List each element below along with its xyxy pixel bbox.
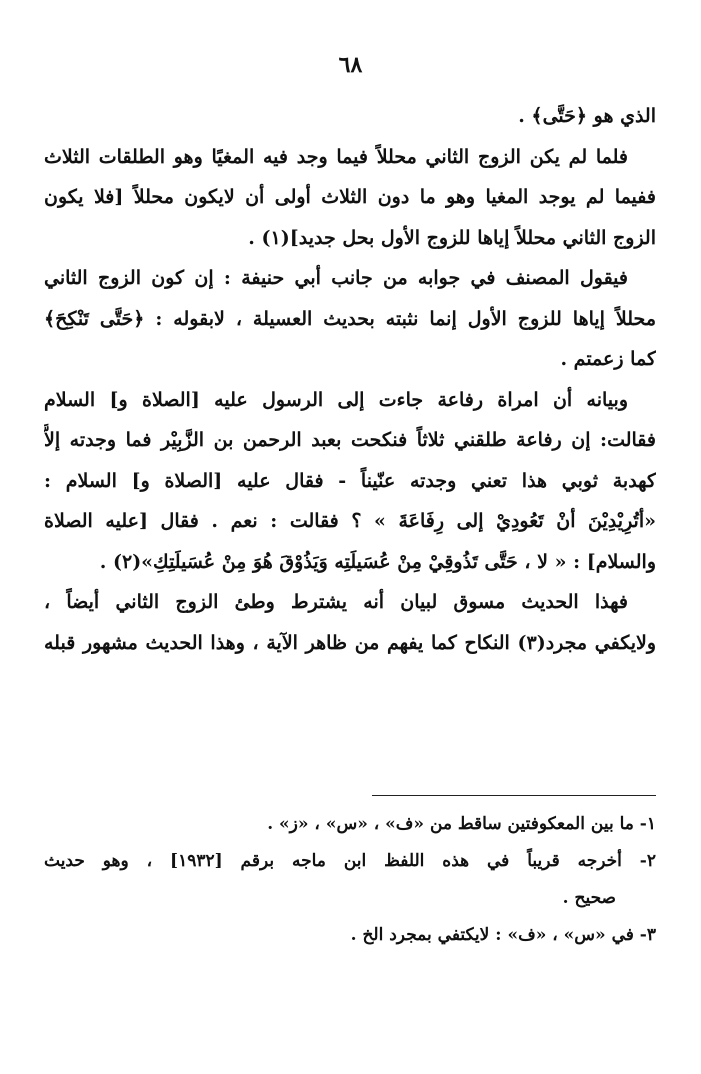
paragraph-3	[44, 258, 656, 380]
text-line: فيقول المصنف في جوابه من جانب أبي حنيفة : إن كون الزوج الثاني	[44, 267, 628, 289]
text-line: كما زعمتم .	[560, 348, 656, 370]
text-line: الذي هو ﴿حَتَّى﴾ .	[518, 105, 656, 127]
footnote-line: ٢- أخرجه قريباً في هذه اللفظ ابن ماجه برقم [١٩٣٢] ، وهو حديث	[44, 851, 656, 871]
text-line: كهدبة ثوبي هذا تعني وجدته عنّيناً - فقال عليه [الصلاة و] السلام :	[44, 469, 656, 492]
text-line: ففيما لم يوجد المغيا وهو ما دون الثلاث أولى أن لايكون محللاً [فلا يكون	[44, 186, 656, 208]
text-line: فقالت: إن رفاعة طلقني ثلاثاً فنكحت بعبد الرحمن بن الزَّبِيْر فما وجدته إلاَّ	[44, 429, 656, 451]
text-line: الزوج الثاني محللاً إياها للزوج الأول بحل جديد](١) .	[248, 226, 656, 249]
paragraph-1	[44, 96, 656, 137]
text-line: محللاً إياها للزوج الأول إنما نثبته بحديث العسيلة ، لابقوله : ﴿حَتَّى تَنْكِحَ﴾	[44, 307, 656, 330]
text-line: والسلام] : « لا ، حَتَّى تَذُوقِيْ مِنْ عُسَيلَتِه وَيَذُوْقَ هُوَ مِنْ عُسَيلَتِكِ»(٢) .	[99, 550, 656, 573]
footnote-1	[44, 806, 656, 843]
text-line: «أتُرِيْدِيْنَ أنْ تَعُودِيْ إلى رِفَاعَةَ » ؟ فقالت : نعم . فقال [عليه الصلاة	[44, 510, 656, 532]
footnote-line: صحيح .	[562, 888, 616, 908]
footnote-line: ١- ما بين المعكوفتين ساقط من «ف» ، «س» ، «ز» .	[267, 814, 656, 834]
paragraph-2	[44, 137, 656, 259]
text-line: ولايكفي مجرد(٣) النكاح كما يفهم من ظاهر الآية ، وهذا الحديث مشهور قبله	[44, 631, 656, 654]
footnote-divider	[372, 795, 656, 796]
page-number: ٦٨	[338, 52, 363, 78]
text-line: وبيانه أن امراة رفاعة جاءت إلى الرسول عليه [الصلاة و] السلام	[44, 388, 628, 411]
footnotes	[44, 806, 656, 954]
footnote-3	[44, 917, 656, 954]
paragraph-4	[44, 380, 656, 583]
footnote-2	[44, 843, 656, 917]
paragraph-5	[44, 582, 656, 663]
text-line: فهذا الحديث مسوق لبيان أنه يشترط وطئ الزوج الثاني أيضاً ،	[44, 591, 628, 613]
text-line: فلما لم يكن الزوج الثاني محللاً فيما وجد فيه المغيًا وهو الطلقات الثلاث	[44, 145, 628, 168]
footnote-line: ٣- في «س» ، «ف» : لايكتفي بمجرد الخ .	[350, 925, 656, 945]
main-text	[44, 96, 656, 663]
